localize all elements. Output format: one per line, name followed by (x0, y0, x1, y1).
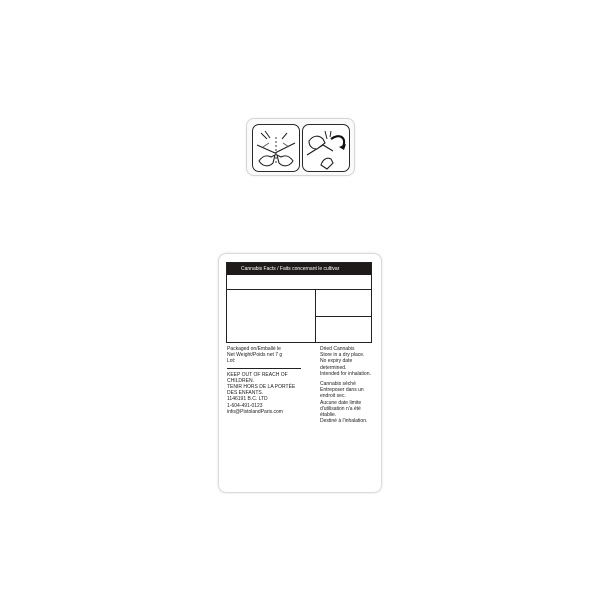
tear-instructions-tab (246, 118, 355, 176)
storage-fr-line-7: Destiné à l'inhalation. (320, 418, 368, 425)
facts-header: Cannabis Facts / Faits concernant le cultivar (227, 263, 371, 275)
storage-fr-line-3: endroit sec. (320, 393, 346, 400)
warning-fr-line-2: DES ENFANTS. (227, 390, 264, 397)
product-label (219, 254, 381, 492)
storage-en-line-2: Store in a dry place. (320, 352, 365, 359)
warning-fr-line-1: TENIR HORS DE LA PORTÉE (227, 384, 296, 391)
facts-row-product (227, 275, 371, 290)
storage-fr-line-4: Aucune date limite (320, 399, 362, 406)
tear-pull-arrow-icon (302, 124, 350, 172)
facts-cell-main (227, 289, 316, 342)
company-phone: 1-604-491-0123 (227, 402, 263, 409)
storage-fr-line-1: Cannabis séché (320, 381, 356, 388)
cannabis-facts-table (226, 262, 372, 343)
storage-fr-line-2: Entreposer dans un (320, 387, 364, 394)
left-divider (227, 368, 301, 369)
storage-fr-line-5: d'utilisation n'a été (320, 405, 361, 412)
facts-cell-upper-right (315, 289, 371, 317)
warning-en-line-1: KEEP OUT OF REACH OF (227, 371, 288, 378)
pinch-tear-icon (252, 124, 300, 172)
storage-en-line-3: No expiry date (320, 358, 353, 365)
label-right-column (320, 346, 371, 424)
net-weight-text: Net Weight/Poids net 7 g (227, 352, 283, 359)
packaged-on-text: Packaged on/Emballé le (227, 346, 281, 352)
label-left-column (227, 346, 301, 415)
warning-en-line-2: CHILDREN. (227, 377, 254, 384)
storage-en-line-5: Intended for inhalation. (320, 370, 371, 377)
facts-cell-lower-right (315, 317, 371, 342)
storage-fr-line-6: établie. (320, 412, 337, 419)
storage-en-line-1: Dried Cannabis (320, 346, 355, 352)
company-email: info@PistolandParis.com (227, 408, 283, 415)
storage-en-line-4: determined. (320, 364, 347, 371)
company-name: 1146191 B.C. LTD (227, 396, 268, 403)
lot-text: Lot: (227, 358, 236, 365)
